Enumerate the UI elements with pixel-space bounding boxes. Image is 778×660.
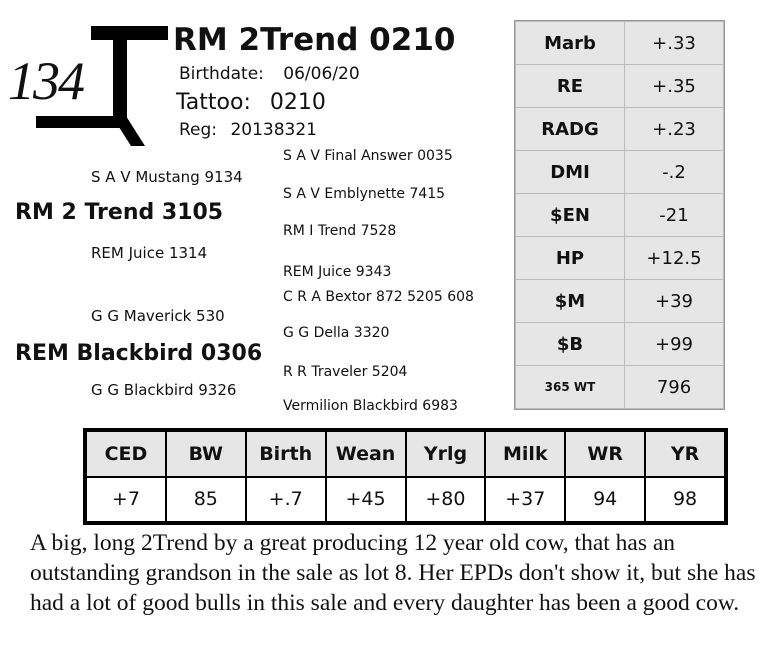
epd-row-radg [516, 108, 724, 151]
epd-row-m [516, 280, 724, 323]
sire: RM 2 Trend 3105 [15, 200, 224, 225]
epd-value: 796 [625, 366, 724, 409]
epd-header: YR [645, 431, 725, 477]
epd-label: RADG [516, 108, 625, 151]
epd-header: WR [565, 431, 645, 477]
dam-sire: G G Maverick 530 [91, 307, 225, 325]
epd-cell: +37 [485, 477, 565, 523]
ggp-8: Vermilion Blackbird 6983 [283, 398, 458, 414]
birthdate-row [179, 64, 360, 84]
epd-row-dmi [516, 151, 724, 194]
ggp-3: RM I Trend 7528 [283, 223, 397, 239]
birthdate-value: 06/06/20 [283, 64, 360, 84]
epd-row-hp [516, 237, 724, 280]
epd-label: Marb [516, 22, 625, 65]
epd-value: +39 [625, 280, 724, 323]
production-epd-panel [83, 428, 728, 525]
ggp-2: S A V Emblynette 7415 [283, 186, 446, 202]
dam: REM Blackbird 0306 [15, 341, 263, 366]
epd-row-re [516, 65, 724, 108]
epd-value: -21 [625, 194, 724, 237]
epd-value: +12.5 [625, 237, 724, 280]
epd-row-b [516, 323, 724, 366]
birthdate-label: Birthdate: [179, 64, 264, 84]
epd-header: Wean [326, 431, 406, 477]
epd-cell: +7 [86, 477, 166, 523]
reg-value: 20138321 [230, 120, 317, 140]
epd-label: $M [516, 280, 625, 323]
epd-value-row [86, 477, 725, 523]
epd-cell: 98 [645, 477, 725, 523]
lot-description: A big, long 2Trend by a great producing 12 year old cow, that has an outstanding grandson in the sale as lot 8. Her EPDs don't show it, but she has had a lot of good bulls in this sale and every daughter has been a good cow. [30, 530, 756, 616]
epd-cell: 85 [166, 477, 246, 523]
carcass-epd-table [515, 21, 724, 409]
animal-name: RM 2Trend 0210 [173, 22, 456, 58]
epd-header-row [86, 431, 725, 477]
epd-header: Yrlg [406, 431, 486, 477]
epd-value: -.2 [625, 151, 724, 194]
epd-row-365wt [516, 366, 724, 409]
epd-label: DMI [516, 151, 625, 194]
epd-label: HP [516, 237, 625, 280]
epd-label: RE [516, 65, 625, 108]
sire-sire: S A V Mustang 9134 [91, 168, 243, 186]
sire-dam: REM Juice 1314 [91, 244, 208, 262]
epd-header: CED [86, 431, 166, 477]
epd-value: +99 [625, 323, 724, 366]
epd-label: 365 WT [516, 366, 625, 409]
ggp-1: S A V Final Answer 0035 [283, 148, 453, 164]
production-epd-table [85, 430, 726, 523]
epd-row-en [516, 194, 724, 237]
tattoo-label: Tattoo: [176, 90, 251, 115]
epd-value: +.35 [625, 65, 724, 108]
tattoo-value: 0210 [269, 90, 326, 115]
ggp-4: REM Juice 9343 [283, 264, 392, 280]
ggp-6: G G Della 3320 [283, 325, 390, 341]
carcass-epd-panel [514, 20, 725, 410]
epd-row-marb [516, 22, 724, 65]
epd-cell: +80 [406, 477, 486, 523]
epd-header: Birth [246, 431, 326, 477]
reg-label: Reg: [179, 120, 218, 140]
epd-label: $EN [516, 194, 625, 237]
epd-label: $B [516, 323, 625, 366]
epd-value: +.33 [625, 22, 724, 65]
ggp-5: C R A Bextor 872 5205 608 [283, 289, 474, 305]
epd-header: BW [166, 431, 246, 477]
epd-cell: +45 [326, 477, 406, 523]
reg-row [179, 120, 317, 140]
lot-number: 134 [8, 51, 83, 111]
dam-dam: G G Blackbird 9326 [91, 381, 237, 399]
epd-header: Milk [485, 431, 565, 477]
epd-cell: +.7 [246, 477, 326, 523]
ggp-7: R R Traveler 5204 [283, 364, 408, 380]
epd-value: +.23 [625, 108, 724, 151]
tattoo-row [176, 90, 326, 115]
epd-cell: 94 [565, 477, 645, 523]
